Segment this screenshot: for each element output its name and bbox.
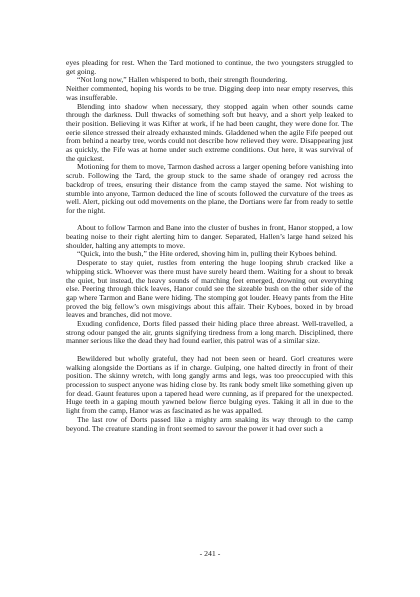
paragraph: Exuding confidence, Dorts filed passed their hiding place three abreast. Well-travelled, a strong odour panged the air, grunts signifying tiredness from a long march. Disciplined, there manner serious like the dead they had found earlier, this patrol was of a similar size. [66, 319, 353, 346]
paragraph: Neither commented, hoping his words to be true. Digging deep into near empty reserves, this was insufferable. [66, 84, 353, 102]
paragraph: Motioning for them to move, Tarmon dashed across a larger opening before vanishing into scrub. Following the Tard, the group stuck to the same shade of orangey red across the backdrop of trees, ensuring their distance from the camp stayed the same. Not wishing to stumble into anyone, Tarmon deduced the line of scouts followed the curvature of the trees as well. Alert, picking out odd movements on the plane, the Dortians were far from ready to settle for the night. [66, 162, 353, 215]
paragraph: The last row of Dorts passed like a mighty arm snaking its way through to the camp beyond. The creature standing in front seemed to savour the power it had over such a [66, 414, 353, 433]
paragraph: “Quick, into the bush,” the Hite ordered, shoving him in, pulling their Kyboes behind. [77, 249, 337, 259]
paragraph: “Not long now,” Hallen whispered to both, their strength floundering. [77, 75, 288, 85]
paragraph: Blending into shadow when necessary, they stopped again when other sounds came through the darkness. Dull thwacks of something soft but heavy, and a short yelp leaked to their position. Believing it was Kifter at work, if he had been caught, they were done for. The eerie silence stressed their already exhausted minds. Gladdened when the agile Fife peeped out from behind a nearby tree, words could not describe how relieved they were. Disappearing just as quickly, the Fife was at home under such extreme conditions. Out here, it was survival of the quickest. [66, 101, 353, 163]
paragraph: Desperate to stay quiet, rustles from entering the huge looping shrub cracked like a whipping stick. Whoever was there must have surely heard them. Waiting for a shout to break the quiet, but instead, the heavy sounds of marching feet emerged, drowning out everything else. Peering through thick leaves, Hanor could see the sizeable bush on the other side of the gap where Tarmon and Bane were hiding. The stomping got louder. Heavy pants from the Hite proved the big fellow’s own misgivings about this affair. Their Kyboes, boxed in by broad leaves and branches, did not move. [66, 258, 353, 320]
paragraph: eyes pleading for rest. When the Tard motioned to continue, the two youngsters struggled to get going. [66, 58, 353, 76]
paragraph: About to follow Tarmon and Bane into the cluster of bushes in front, Hanor stopped, a low beating noise to their right alerting him to danger. Separated, Hallen’s large hand seized his shoulder, halting any attempts to move. [66, 223, 353, 250]
page-number: - 241 - [199, 549, 221, 558]
body-text [66, 59, 353, 433]
paragraph: Bewildered but wholly grateful, they had not been seen or heard. Gorl creatures were walking alongside the Dortians as if in charge. Gulping, one halted directly in front of their position. The skinny wretch, with long gangly arms and legs, was too preoccupied with this procession to suspect anyone was hiding close by. Its rank body smelt like something given up for dead. Gaunt features upon a tapered head were cunning, as if prepared for the unexpected. Huge teeth in a gaping mouth yawned below fierce bulging eyes. Taking it all in due to the light from the camp, Hanor was as fascinated as he was appalled. [66, 353, 353, 416]
